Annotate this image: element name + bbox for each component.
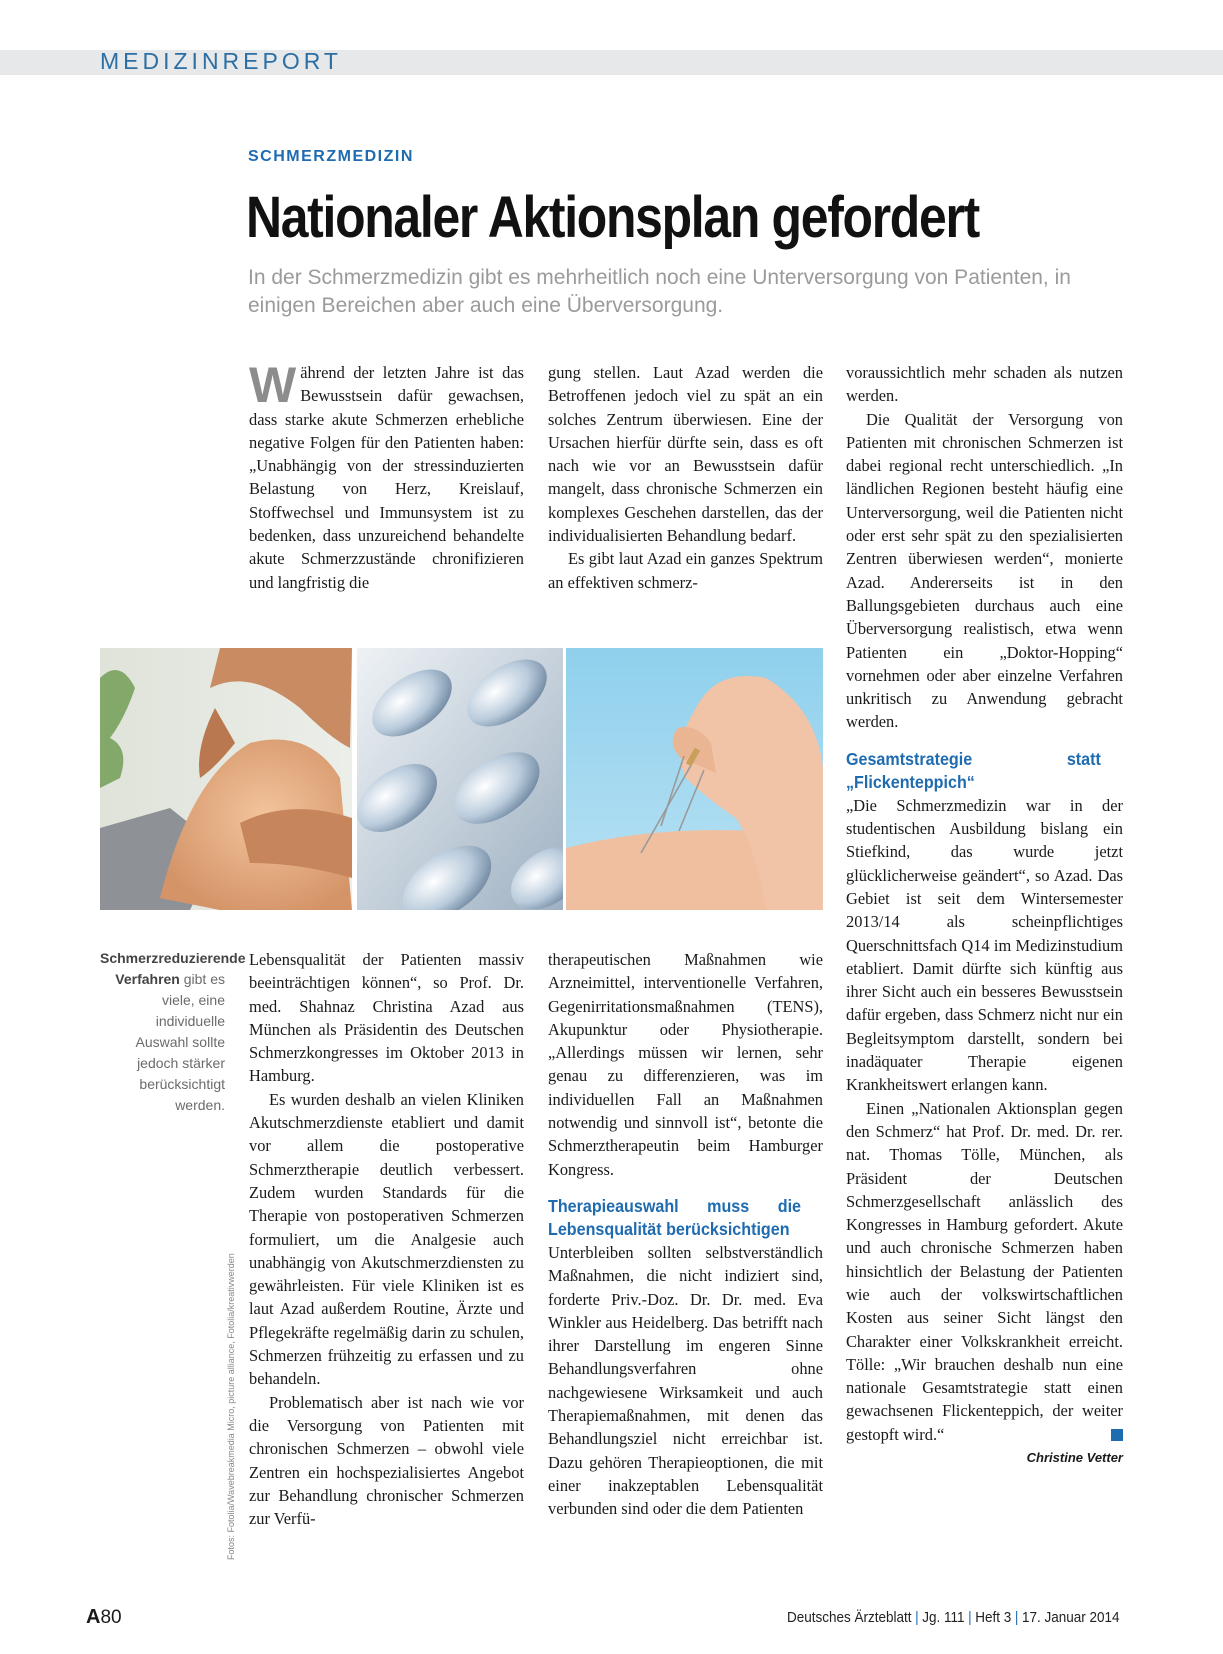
paragraph	[846, 1097, 1123, 1446]
drop-cap: W	[249, 357, 297, 413]
subheading: Gesamtstrategie statt „Flickenteppich“	[846, 748, 1101, 792]
paragraph: Problematisch aber ist nach wie vor die Versorgung von Patienten mit chronischen Schmerzen – obwohl viele Zentren ein hochspezialisiertes Angebot zur Behandlung chronischer Schmerzen zur Verfü-	[249, 1392, 524, 1529]
column-2-bottom	[548, 948, 823, 1521]
article-kicker: SCHMERZMEDIZIN	[248, 148, 414, 165]
paragraph: „Die Schmerzmedizin war in der studentischen Ausbildung bislang ein Stiefkind, das wurde jetzt glücklicherweise geändert“, so Azad. Das Gebiet ist seit dem Wintersemester 2013/14 als scheinpflichtiges Querschnittsfach Q14 im Medizinstudium etabliert. Damit dürfte sich künftig aus ihrer Sicht auch ein besseres Bewusstsein dafür ergeben, dass Schmerz nicht nur ein Begleitsymptom darstellt, sondern bei inadäquater Therapie eigenen Krankheitswert erlangen kann.	[846, 795, 1123, 1095]
journal-name: Deutsches Ärzteblatt	[787, 1609, 912, 1626]
paragraph: Die Qualität der Versorgung von Patienten mit chronischen Schmerzen ist dabei regional recht unterschiedlich. „In ländlichen Regionen besteht häufig eine Unterversorgung, weil die Patienten nicht oder erst sehr spät zu den spezialisierten Zentren überwiesen werden“, monierte Azad. Andererseits ist in den Ballungsgebieten durchaus auch eine Überversorgung realistisch, etwa wenn Patienten ein „Doktor-Hopping“ vornehmen oder aber einzelne Verfahren unkritisch zu Anwendung gebracht werden.	[846, 409, 1123, 732]
article-headline: Nationaler Aktionsplan gefordert	[246, 185, 979, 250]
tablets-image	[357, 648, 563, 910]
paragraph-text: Einen „Nationalen Aktionsplan gegen den Schmerz“ hat Prof. Dr. med. Dr. rer. nat. Thomas Tölle, München, als Präsident der Deutschen Schmerzgesellschaft anlässlich des Kongresses in Hamburg gefordert. Akute und auch chronische Schmerzen haben hinsichtlich der Belastung der Patienten wie auch der volkswirtschaftlichen Kosten aus seiner Sicht längst den Charakter einer Volkskrankheit erreicht. Tölle: „Wir brauchen deshalb nun eine nationale Gesamtstrategie statt einen gewachsenen Flickenteppich, der weiter gestopft wird.“	[846, 1098, 1123, 1444]
separator: |	[915, 1609, 920, 1626]
physiotherapy-image	[100, 648, 352, 910]
column-1-bottom	[249, 948, 524, 1530]
paragraph: voraussichtlich mehr schaden als nutzen werden.	[846, 363, 1123, 406]
end-mark	[1111, 1429, 1123, 1441]
article-deck: In der Schmerzmedizin gibt es mehrheitlich noch eine Unterversorgung von Patienten, in einigen Bereichen aber auch eine Überversorgung.	[248, 266, 1071, 317]
page-digits: 80	[100, 1607, 122, 1628]
journal-footer	[787, 1609, 1120, 1626]
separator: |	[1015, 1609, 1019, 1626]
page-number	[86, 1606, 122, 1629]
paragraph: Es wurden deshalb an vielen Kliniken Akutschmerzdienste etabliert und damit vor allem die postoperative Schmerztherapie deutlich verbessert. Zudem wurden Standards für die Therapie von postoperativen Schmerzen formuliert, um die Analgesie auch unabhängig von Akutschmerzdiensten zu gewährleisten. Für viele Kliniken ist es laut Azad außerdem Routine, Ärzte und Pflegekräfte regelmäßig darin zu schulen, Schmerzen frühzeitig zu erfassen und zu behandeln.	[249, 1089, 524, 1389]
paragraph: gung stellen. Laut Azad werden die Betroffenen jedoch viel zu spät an ein solches Zentrum überwiesen. Eine der Ursachen hierfür dürfte sein, dass es oft nach wie vor an Bewusstsein dafür mangelt, dass chronische Schmerzen ein komplexes Geschehen darstellen, das der individualisierten Behandlung bedarf.	[548, 363, 823, 546]
journal-volume: Jg. 111	[922, 1609, 965, 1626]
photo-acupuncture	[566, 648, 823, 910]
paragraph: Unterbleiben sollten selbstverständlich Maßnahmen, die nicht indiziert sind, forderte Priv.-Doz. Dr. Dr. med. Eva Winkler aus Heidelberg. Das betrifft nach ihrer Darstellung im engeren Sinne Behandlungsverfahren ohne nachgewiesene Wirksamkeit und auch Therapiemaßnahmen, mit denen das Behandlungsziel nicht erreichbar ist. Dazu gehören Therapieoptionen, die mit einer inakzeptablen Lebensqualität verbunden sind oder die dem Patienten	[548, 1242, 823, 1519]
column-2-top	[548, 361, 823, 594]
section-label: MEDIZINREPORT	[100, 48, 342, 74]
photo-credit: Fotos: Fotolia/Wavebreakmedia Micro, picture alliance, Fotolia/kreativwerden	[226, 1253, 236, 1560]
photo-tablets	[357, 648, 563, 910]
paragraph: Lebensqualität der Patienten massiv beeinträchtigen können“, so Prof. Dr. med. Shahnaz Christina Azad aus München als Präsidentin des Deutschen Schmerzkongresses im Oktober 2013 in Hamburg.	[249, 950, 524, 1086]
journal-date: 17. Januar 2014	[1022, 1609, 1120, 1626]
acupuncture-image	[566, 648, 823, 910]
subheading: Therapieauswahl muss die Lebensqualität berücksichtigen	[548, 1195, 801, 1239]
paragraph: Es gibt laut Azad ein ganzes Spektrum an effektiven schmerz-	[548, 549, 823, 592]
column-1-top	[249, 357, 524, 594]
paragraph: ährend der letzten Jahre ist das Bewusstsein dafür gewachsen, dass starke akute Schmerzen erhebliche negative Folgen für den Patienten haben: „Unabhängig von der stressinduzierten Belastung von Herz, Kreislauf, Stoffwechsel und Immunsystem ist zu bedenken, dass unzureichend behandelte akute Schmerzzustände chronifizieren und langfristig die	[249, 363, 524, 592]
caption-text: gibt es viele, eine individuelle Auswahl sollte jedoch stärker berücksichtigt werden.	[135, 971, 225, 1113]
page-letter: A	[86, 1606, 101, 1628]
photo-physiotherapy	[100, 648, 352, 910]
journal-issue: Heft 3	[975, 1609, 1012, 1626]
photo-caption	[100, 948, 246, 1116]
author: Christine Vetter	[1026, 1450, 1123, 1466]
paragraph: therapeutischen Maßnahmen wie Arzneimittel, interventionelle Verfahren, Gegenirritationsmaßnahmen (TENS), Akupunktur oder Physiotherapie. „Allerdings müssen wir lernen, sehr genau zu differenzieren, was im individuellen Fall an Maßnahmen notwendig und sinnvoll ist“, betonte die Schmerztherapeutin beim Hamburger Kongress.	[548, 950, 823, 1179]
caption-title: Schmerzreduzierende Verfahren	[100, 950, 246, 987]
separator: |	[968, 1609, 973, 1626]
column-3	[846, 361, 1123, 1468]
